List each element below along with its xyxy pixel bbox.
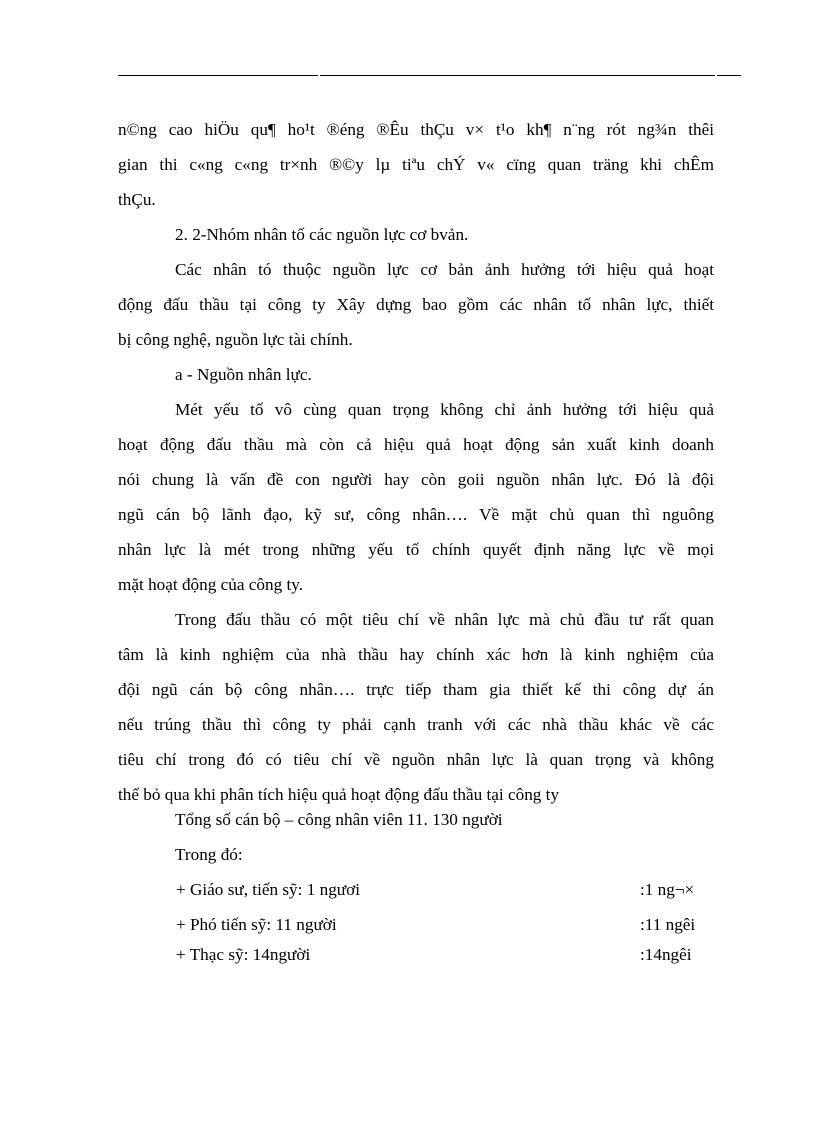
body-line: tiêu chí trong đó có tiêu chí về nguồn nhân lực là quan trọng và không bbox=[118, 750, 714, 769]
header-rule-right bbox=[717, 75, 741, 76]
body-line: động đấu thầu tại công ty Xây dựng bao gồm các nhân tố nhân lực, thiết bbox=[118, 295, 714, 314]
body-line: ngũ cán bộ lãnh đạo, kỹ sư, công nhân…. Về mặt chủ quan thì nguông bbox=[118, 505, 714, 524]
body-line: mặt hoạt động của công ty. bbox=[118, 575, 304, 594]
section-heading: 2. 2-Nhóm nhân tố các nguồn lực cơ bvản. bbox=[175, 225, 469, 244]
staff-row-label: + Giáo sư, tiến sỹ: 1 ngươi bbox=[176, 880, 360, 899]
staff-total: Tổng số cán bộ – công nhân viên 11. 130 người bbox=[175, 810, 503, 829]
staff-row bbox=[176, 878, 716, 902]
body-line: bị công nghệ, nguồn lực tài chính. bbox=[118, 330, 353, 349]
subsection-heading: a - Nguồn nhân lực. bbox=[175, 365, 312, 384]
staff-row-label: + Thạc sỹ: 14người bbox=[176, 945, 311, 964]
body-line: Trong đấu thầu có một tiêu chí về nhân lực mà chủ đầu tư rất quan bbox=[175, 610, 714, 629]
body-line: Mét yếu tố vô cùng quan trọng không chỉ ảnh hưởng tới hiệu quả bbox=[175, 400, 714, 419]
header-rule-left bbox=[118, 75, 318, 76]
body-line: gian thi c«ng c«ng tr×nh ®©y lµ tiªu chÝ v« cïng quan träng khi chÊm bbox=[118, 155, 714, 174]
body-line: nhân lực là mét trong những yếu tố chính quyết định năng lực về mọi bbox=[118, 540, 714, 559]
staff-row-label: + Phó tiến sỹ: 11 người bbox=[176, 915, 337, 934]
staff-breakdown-label: Trong đó: bbox=[175, 845, 243, 864]
body-line: Các nhân tó thuộc nguồn lực cơ bản ảnh hưởng tới hiệu quả hoạt bbox=[175, 260, 714, 279]
body-line: nếu trúng thầu thì công ty phải cạnh tranh với các nhà thầu khác về các bbox=[118, 715, 714, 734]
body-line: hoạt động đấu thầu mà còn cả hiệu quả hoạt động sản xuất kinh doanh bbox=[118, 435, 714, 454]
body-line: tâm là kinh nghiệm của nhà thầu hay chính xác hơn là kinh nghiệm của bbox=[118, 645, 714, 664]
body-line: thÇu. bbox=[118, 190, 156, 209]
staff-row bbox=[176, 913, 716, 937]
staff-row-value: :11 ngêi bbox=[640, 915, 696, 934]
header-rule-middle bbox=[320, 75, 715, 76]
staff-row-value: :14ngêi bbox=[640, 945, 692, 964]
staff-row bbox=[176, 943, 716, 967]
body-line: nói chung là vấn đề con người hay còn goii nguồn nhân lực. Đó là đội bbox=[118, 470, 714, 489]
body-line: đội ngũ cán bộ công nhân…. trực tiếp tham gia thiết kế thi công dự án bbox=[118, 680, 714, 699]
body-line: n©ng cao hiÖu qu¶ ho¹t ®éng ®Êu thÇu v× t¹o kh¶ n¨ng rót ng¾n thêi bbox=[118, 120, 714, 139]
body-line: thể bỏ qua khi phân tích hiệu quả hoạt động đấu thầu tại công ty bbox=[118, 785, 560, 804]
staff-row-value: :1 ng¬× bbox=[640, 880, 695, 899]
